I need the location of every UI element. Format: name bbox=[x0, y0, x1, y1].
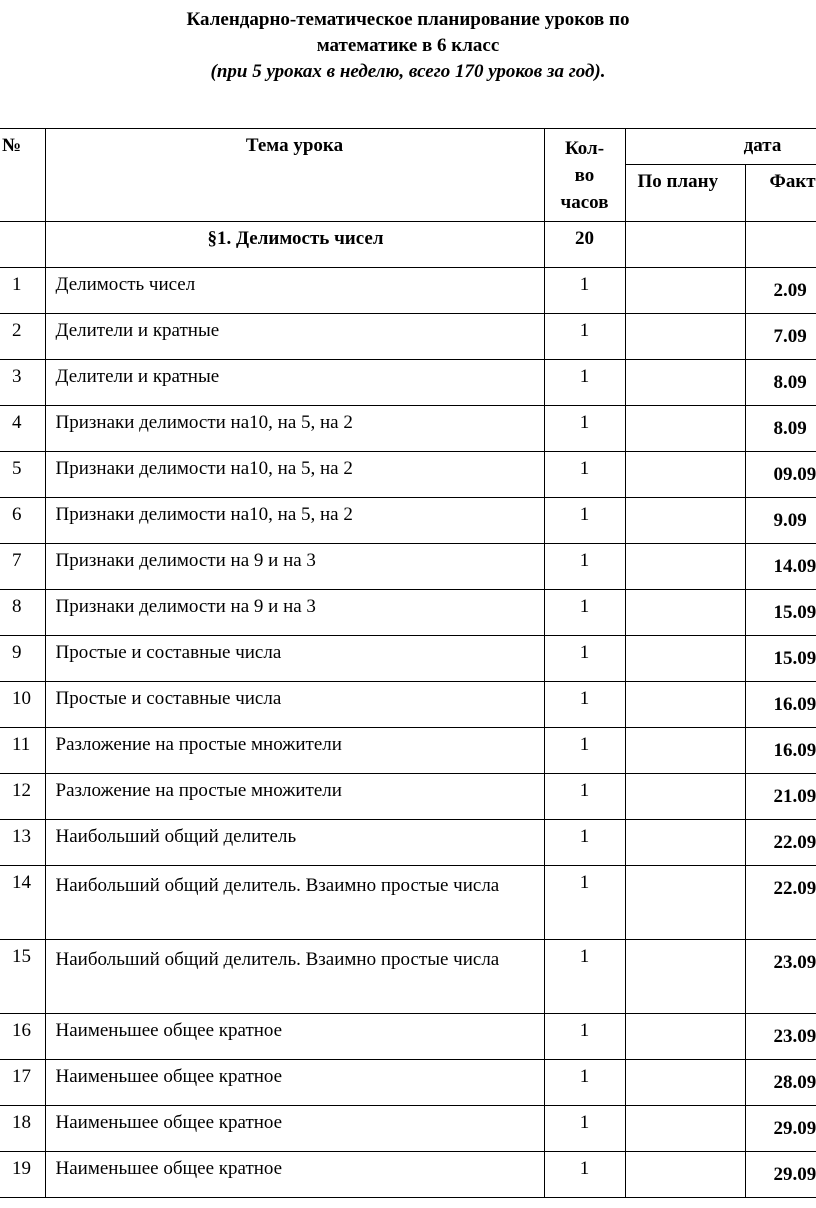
row-plan-date bbox=[625, 544, 745, 590]
row-plan-date bbox=[625, 866, 745, 940]
row-hours: 1 bbox=[544, 544, 625, 590]
row-number: 6 bbox=[0, 498, 45, 544]
table-row bbox=[0, 452, 816, 498]
table-header-row bbox=[0, 129, 816, 165]
lesson-plan-table bbox=[0, 128, 816, 1198]
row-topic: Простые и составные числа bbox=[45, 682, 544, 728]
table-row bbox=[0, 1060, 816, 1106]
row-hours: 1 bbox=[544, 636, 625, 682]
row-fact-date: 23.09 bbox=[745, 1014, 816, 1060]
row-plan-date bbox=[625, 590, 745, 636]
section-number-cell bbox=[0, 222, 45, 268]
row-number: 15 bbox=[0, 940, 45, 1014]
row-topic: Делимость чисел bbox=[45, 268, 544, 314]
row-fact-date: 09.09 bbox=[745, 452, 816, 498]
column-header-plan: По плану bbox=[625, 165, 745, 222]
row-hours: 1 bbox=[544, 314, 625, 360]
row-fact-date: 8.09 bbox=[745, 360, 816, 406]
row-topic: Простые и составные числа bbox=[45, 636, 544, 682]
table-row bbox=[0, 728, 816, 774]
row-topic: Делители и кратные bbox=[45, 314, 544, 360]
row-topic: Наибольший общий делитель. Взаимно простые числа bbox=[45, 940, 544, 1014]
row-hours: 1 bbox=[544, 820, 625, 866]
row-number: 13 bbox=[0, 820, 45, 866]
row-topic: Наименьшее общее кратное bbox=[45, 1060, 544, 1106]
table-row bbox=[0, 1106, 816, 1152]
row-number: 19 bbox=[0, 1152, 45, 1198]
row-number: 14 bbox=[0, 866, 45, 940]
row-fact-date: 14.09 bbox=[745, 544, 816, 590]
row-fact-date: 23.09 bbox=[745, 940, 816, 1014]
row-number: 5 bbox=[0, 452, 45, 498]
document-title-line3: (при 5 уроках в неделю, всего 170 уроков за год). bbox=[210, 61, 606, 82]
row-hours: 1 bbox=[544, 360, 625, 406]
row-plan-date bbox=[625, 1014, 745, 1060]
row-hours: 1 bbox=[544, 728, 625, 774]
row-fact-date: 7.09 bbox=[745, 314, 816, 360]
column-header-hours-line2: во bbox=[574, 165, 595, 186]
row-hours: 1 bbox=[544, 1152, 625, 1198]
column-header-hours-line1: Кол- bbox=[564, 138, 605, 159]
row-topic: Делители и кратные bbox=[45, 360, 544, 406]
table-row bbox=[0, 360, 816, 406]
row-number: 3 bbox=[0, 360, 45, 406]
row-plan-date bbox=[625, 452, 745, 498]
table-row bbox=[0, 314, 816, 360]
row-fact-date: 8.09 bbox=[745, 406, 816, 452]
row-hours: 1 bbox=[544, 406, 625, 452]
row-hours: 1 bbox=[544, 1014, 625, 1060]
row-fact-date: 9.09 bbox=[745, 498, 816, 544]
row-plan-date bbox=[625, 682, 745, 728]
row-plan-date bbox=[625, 406, 745, 452]
document-title-line1: Календарно-тематическое планирование уроков по bbox=[186, 9, 630, 30]
table-row bbox=[0, 940, 816, 1014]
row-topic: Наибольший общий делитель. Взаимно простые числа bbox=[45, 866, 544, 940]
table-row bbox=[0, 590, 816, 636]
row-topic: Разложение на простые множители bbox=[45, 774, 544, 820]
section-title: §1. Делимость чисел bbox=[45, 222, 544, 268]
row-plan-date bbox=[625, 728, 745, 774]
row-plan-date bbox=[625, 774, 745, 820]
row-number: 4 bbox=[0, 406, 45, 452]
row-topic: Разложение на простые множители bbox=[45, 728, 544, 774]
row-plan-date bbox=[625, 268, 745, 314]
table-row bbox=[0, 544, 816, 590]
row-plan-date bbox=[625, 1106, 745, 1152]
row-fact-date: 21.09 bbox=[745, 774, 816, 820]
table-row bbox=[0, 1014, 816, 1060]
row-hours: 1 bbox=[544, 590, 625, 636]
row-hours: 1 bbox=[544, 452, 625, 498]
table-row bbox=[0, 498, 816, 544]
row-hours: 1 bbox=[544, 866, 625, 940]
row-topic: Признаки делимости на10, на 5, на 2 bbox=[45, 498, 544, 544]
row-fact-date: 16.09 bbox=[745, 728, 816, 774]
row-fact-date: 29.09 bbox=[745, 1152, 816, 1198]
row-plan-date bbox=[625, 360, 745, 406]
row-number: 12 bbox=[0, 774, 45, 820]
row-fact-date: 22.09 bbox=[745, 866, 816, 940]
table-row bbox=[0, 866, 816, 940]
row-topic: Признаки делимости на10, на 5, на 2 bbox=[45, 452, 544, 498]
row-topic: Наименьшее общее кратное bbox=[45, 1152, 544, 1198]
row-plan-date bbox=[625, 940, 745, 1014]
row-plan-date bbox=[625, 820, 745, 866]
row-fact-date: 16.09 bbox=[745, 682, 816, 728]
row-fact-date: 15.09 bbox=[745, 636, 816, 682]
row-fact-date: 15.09 bbox=[745, 590, 816, 636]
table-row bbox=[0, 1152, 816, 1198]
column-header-date: дата bbox=[625, 129, 816, 165]
row-number: 2 bbox=[0, 314, 45, 360]
row-hours: 1 bbox=[544, 774, 625, 820]
column-header-fact: Факт bbox=[745, 165, 816, 222]
row-fact-date: 29.09 bbox=[745, 1106, 816, 1152]
column-header-hours bbox=[544, 129, 625, 222]
row-number: 1 bbox=[0, 268, 45, 314]
row-number: 18 bbox=[0, 1106, 45, 1152]
document-title-line2: математике в 6 класс bbox=[316, 35, 500, 56]
column-header-hours-line3: часов bbox=[560, 192, 609, 213]
row-plan-date bbox=[625, 636, 745, 682]
row-hours: 1 bbox=[544, 682, 625, 728]
row-hours: 1 bbox=[544, 268, 625, 314]
row-plan-date bbox=[625, 1060, 745, 1106]
row-topic: Наибольший общий делитель bbox=[45, 820, 544, 866]
row-plan-date bbox=[625, 498, 745, 544]
row-plan-date bbox=[625, 314, 745, 360]
table-row bbox=[0, 774, 816, 820]
table-row bbox=[0, 820, 816, 866]
row-number: 17 bbox=[0, 1060, 45, 1106]
row-topic: Признаки делимости на10, на 5, на 2 bbox=[45, 406, 544, 452]
row-fact-date: 28.09 bbox=[745, 1060, 816, 1106]
row-number: 7 bbox=[0, 544, 45, 590]
row-number: 9 bbox=[0, 636, 45, 682]
row-number: 11 bbox=[0, 728, 45, 774]
column-header-topic: Тема урока bbox=[45, 129, 544, 222]
row-hours: 1 bbox=[544, 1060, 625, 1106]
section-fact-cell bbox=[745, 222, 816, 268]
row-topic: Наименьшее общее кратное bbox=[45, 1106, 544, 1152]
row-topic: Признаки делимости на 9 и на 3 bbox=[45, 544, 544, 590]
column-header-number: № bbox=[0, 129, 45, 222]
row-number: 10 bbox=[0, 682, 45, 728]
section-plan-cell bbox=[625, 222, 745, 268]
section-hours: 20 bbox=[544, 222, 625, 268]
row-number: 16 bbox=[0, 1014, 45, 1060]
table-row bbox=[0, 636, 816, 682]
row-topic: Наименьшее общее кратное bbox=[45, 1014, 544, 1060]
row-plan-date bbox=[625, 1152, 745, 1198]
row-topic: Признаки делимости на 9 и на 3 bbox=[45, 590, 544, 636]
row-hours: 1 bbox=[544, 940, 625, 1014]
row-hours: 1 bbox=[544, 498, 625, 544]
table-row bbox=[0, 406, 816, 452]
section-row bbox=[0, 222, 816, 268]
row-number: 8 bbox=[0, 590, 45, 636]
table-row bbox=[0, 682, 816, 728]
row-fact-date: 22.09 bbox=[745, 820, 816, 866]
table-row bbox=[0, 268, 816, 314]
row-fact-date: 2.09 bbox=[745, 268, 816, 314]
row-hours: 1 bbox=[544, 1106, 625, 1152]
